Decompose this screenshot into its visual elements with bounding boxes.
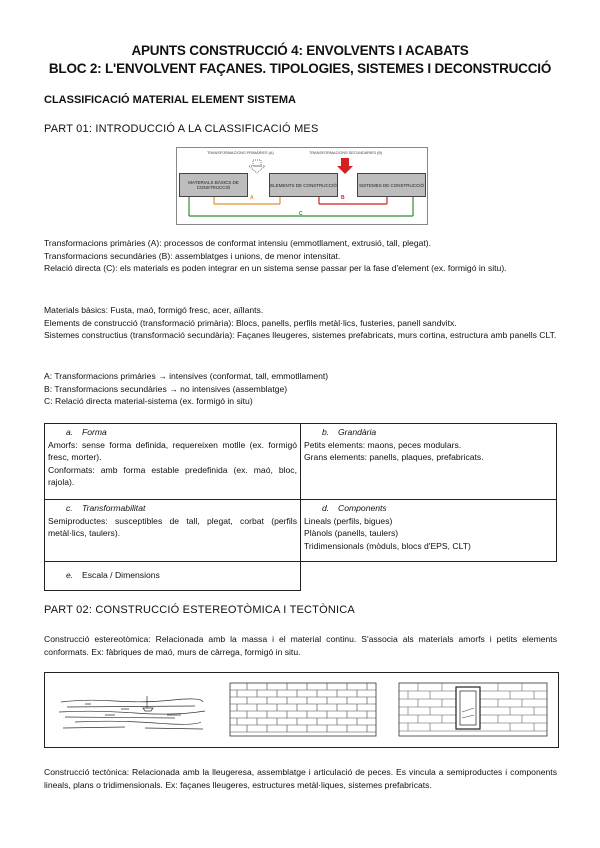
text-line: C: Relació directa material-sistema (ex. formigó in situ) bbox=[44, 396, 253, 407]
paragraph-transformations bbox=[44, 237, 557, 275]
classification-diagram bbox=[176, 147, 428, 225]
cell-number: a. bbox=[66, 427, 74, 437]
diagram-caption-secondary: TRANSFORMACIONS SECUNDÀRIES (B) bbox=[309, 151, 383, 155]
cell-number: d. bbox=[322, 503, 330, 513]
cell-line: Petits elements: maons, peces modulars. bbox=[304, 439, 462, 450]
cell-title: Escala / Dimensions bbox=[82, 570, 160, 580]
text-line: Sistemes constructius (transformació secundària): Façanes lleugeres, sistemes prefabricats, murs cortina, estructura amb panells CLT. bbox=[44, 330, 557, 341]
part02-heading: PART 02: CONSTRUCCIÓ ESTEREOTÒMICA I TECTÒNICA bbox=[44, 604, 355, 616]
grid-cell-grandaria bbox=[300, 423, 557, 500]
text-line: B: Transformacions secundàries → no intensives (assemblatge) bbox=[44, 383, 288, 394]
cell-number: b. bbox=[322, 427, 330, 437]
text-line: Materials bàsics: Fusta, maó, formigó fresc, acer, aïllants. bbox=[44, 305, 264, 315]
sketch-landscape-image bbox=[55, 682, 207, 737]
diagram-caption-primary: TRANSFORMACIONS PRIMÀRIES (A) bbox=[207, 151, 274, 155]
arrow-a-icon bbox=[249, 160, 265, 173]
document-title-line1: APUNTS CONSTRUCCIÓ 4: ENVOLVENTS I ACABATS bbox=[131, 43, 469, 58]
cell-title: Grandària bbox=[338, 427, 377, 437]
diagram-label-b: B bbox=[341, 195, 345, 201]
diagram-box-elements: ELEMENTS DE CONSTRUCCIÓ bbox=[269, 173, 338, 197]
sketch-brick-wall-image bbox=[229, 682, 377, 737]
cell-line: Lineals (perfils, bigues) bbox=[304, 515, 393, 526]
grid-cell-components bbox=[300, 499, 557, 562]
cell-line: Semiproductes: susceptibles de tall, plegat, corbat (perfils metàl·lics, taulers). bbox=[48, 515, 297, 539]
illustrations-strip bbox=[44, 672, 559, 748]
diagram-label-c: C bbox=[299, 211, 303, 217]
arrow-b-icon bbox=[337, 158, 353, 174]
cell-title: Components bbox=[338, 503, 387, 513]
grid-cell-transformabilitat bbox=[44, 499, 301, 562]
document-title-line2: BLOC 2: L'ENVOLVENT FAÇANES. TIPOLOGIES, SISTEMES I DECONSTRUCCIÓ bbox=[48, 61, 552, 76]
text-line: Elements de construcció (transformació primària): Blocs, panells, perfils metàl·lics, fusteries, panell sandvitx. bbox=[44, 317, 457, 328]
paragraph-stereotomic: Construcció estereotòmica: Relacionada amb la massa i el material continu. S'associa als materials amorfs i petits elements conformats. Ex: fàbriques de maó, murs de càrrega, formigó in situ. bbox=[44, 634, 557, 657]
cell-line: Amorfs: sense forma definida, requereixen motlle (ex. formigó fresc, morter). bbox=[48, 439, 297, 463]
grid-cell-forma bbox=[44, 423, 301, 500]
section-title: CLASSIFICACIÓ MATERIAL ELEMENT SISTEMA bbox=[44, 94, 296, 106]
cell-line: Plànols (panells, taulers) bbox=[304, 528, 399, 539]
cell-line: Tridimensionals (mòduls, blocs d'EPS, CLT) bbox=[304, 540, 471, 551]
grid-cell-escala bbox=[44, 561, 301, 591]
sketch-wall-with-window-image bbox=[398, 682, 548, 737]
cell-number: c. bbox=[66, 503, 73, 513]
part01-heading: PART 01: INTRODUCCIÓ A LA CLASSIFICACIÓ MES bbox=[44, 123, 319, 135]
cell-line: Conformats: amb forma estable predefinida (ex. maó, bloc, rajola). bbox=[48, 464, 297, 488]
diagram-box-materials: MATERIALS BÀSICS DE CONSTRUCCIÓ bbox=[179, 173, 248, 197]
text-line: Transformacions primàries (A): processos de conformat intensiu (emmotllament, extrusió, tall, plegat). bbox=[44, 238, 432, 248]
cell-title: Forma bbox=[82, 427, 107, 437]
cell-title: Transformabilitat bbox=[82, 503, 146, 513]
diagram-box-systems: SISTEMES DE CONSTRUCCIÓ bbox=[357, 173, 426, 197]
paragraph-summary bbox=[44, 370, 557, 408]
cell-number: e. bbox=[66, 570, 74, 580]
paragraph-tectonic: Construcció tectònica: Relacionada amb la lleugeresa, assemblatge i articulació de peces. Es vincula a semiproductes i components lineals, plans o tridimensionals. Ex: façanes lleugeres, estructures metàl·liques, sistemes prefabricats. bbox=[44, 767, 557, 790]
text-line: Relació directa (C): els materials es poden integrar en un sistema sense passar per la fase d'element (ex. formigó in situ). bbox=[44, 263, 507, 274]
text-line: Transformacions secundàries (B): assemblatges i unions, de menor intensitat. bbox=[44, 250, 341, 261]
diagram-label-a: A bbox=[250, 195, 254, 201]
cell-line: Grans elements: panells, plaques, prefabricats. bbox=[304, 452, 484, 463]
text-line: A: Transformacions primàries → intensives (conformat, tall, emmotllament) bbox=[44, 371, 329, 381]
paragraph-materials bbox=[44, 304, 557, 342]
